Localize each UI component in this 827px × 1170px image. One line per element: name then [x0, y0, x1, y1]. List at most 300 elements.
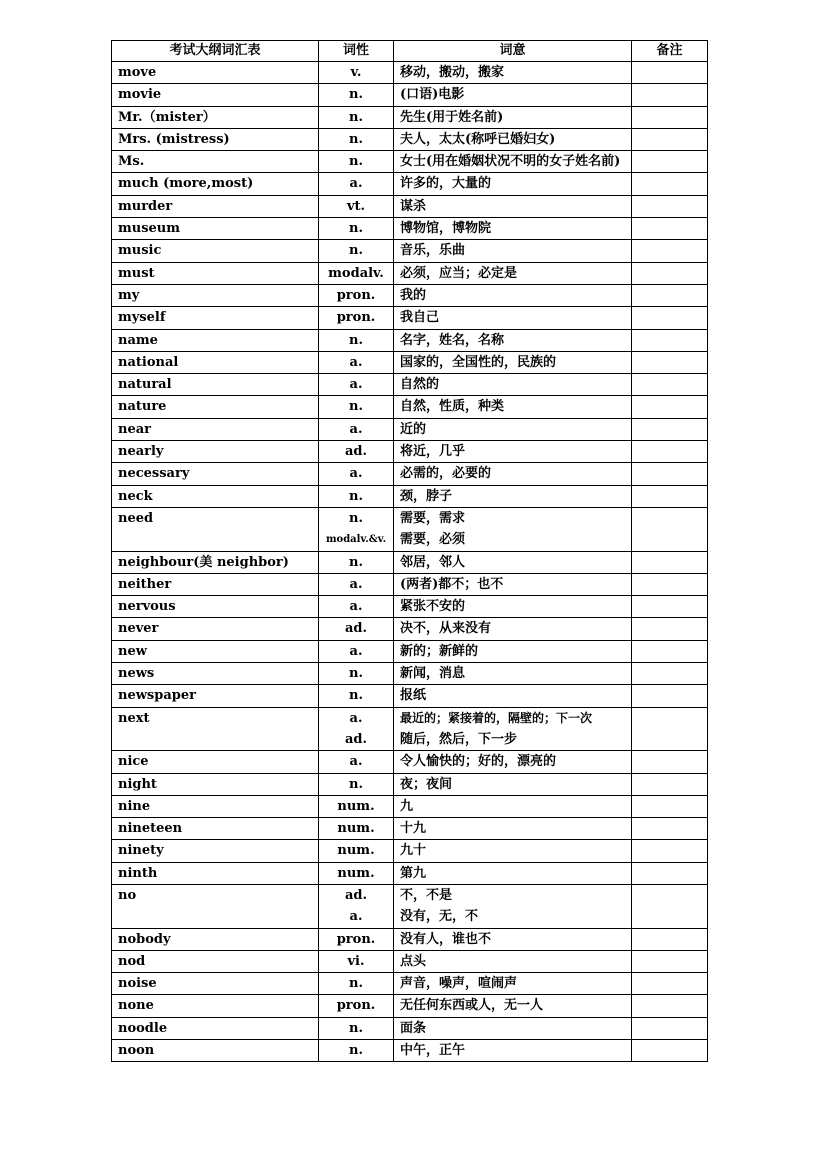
meaning-text: 报纸 [400, 688, 427, 704]
note-cell [632, 240, 708, 262]
meaning-cell [394, 1017, 632, 1039]
word-cell: nod [112, 950, 319, 972]
pos-cell [319, 795, 394, 817]
pos-cell [319, 374, 394, 396]
word-cell: neighbour(美 neighbor) [112, 551, 319, 573]
note-cell [632, 950, 708, 972]
table-row [112, 396, 708, 418]
word-cell: none [112, 995, 319, 1017]
note-cell [632, 284, 708, 306]
table-row [112, 928, 708, 950]
meaning-cell [394, 418, 632, 440]
pos-cell [319, 973, 394, 995]
meaning-text: (两者)都不；也不 [400, 576, 504, 592]
word-cell: noise [112, 973, 319, 995]
word-cell: murder [112, 195, 319, 217]
pos-text: n. [349, 221, 363, 237]
pos-cell [319, 307, 394, 329]
pos-cell [319, 928, 394, 950]
word-cell: ninth [112, 862, 319, 884]
header-word: 考试大纲词汇表 [112, 41, 319, 62]
word-cell: never [112, 618, 319, 640]
meaning-text: 不，不是 [400, 887, 453, 903]
word-cell: need [112, 507, 319, 551]
pos-text: n. [349, 510, 363, 526]
pos-text: pron. [336, 931, 376, 947]
meaning-text: 新的；新鲜的 [400, 643, 479, 659]
meaning-text: 没有，无，不 [400, 909, 479, 925]
pos-cell [319, 1040, 394, 1062]
table-row [112, 1017, 708, 1039]
word-cell: Ms. [112, 151, 319, 173]
pos-cell [319, 551, 394, 573]
meaning-text: 夫人，太太(称呼已婚妇女) [400, 131, 556, 147]
word-cell: noodle [112, 1017, 319, 1039]
table-row [112, 707, 708, 751]
meaning-text: 颈，脖子 [400, 488, 453, 504]
pos-text: n. [349, 131, 363, 147]
table-row [112, 618, 708, 640]
pos-text: a. [349, 421, 363, 437]
meaning-cell [394, 262, 632, 284]
pos-text: a. [349, 377, 363, 393]
pos-text: a. [349, 909, 363, 925]
pos-text: n. [349, 666, 363, 682]
note-cell [632, 396, 708, 418]
pos-cell [319, 818, 394, 840]
word-cell: museum [112, 218, 319, 240]
meaning-cell [394, 151, 632, 173]
note-cell [632, 1040, 708, 1062]
note-cell [632, 441, 708, 463]
pos-text: a. [349, 754, 363, 770]
note-cell [632, 463, 708, 485]
word-cell: Mrs. (mistress) [112, 128, 319, 150]
table-row [112, 284, 708, 306]
table-row [112, 596, 708, 618]
meaning-text: 没有人，谁也不 [400, 931, 492, 947]
meaning-text: 音乐，乐曲 [400, 243, 466, 259]
note-cell [632, 84, 708, 106]
word-cell: much (more,most) [112, 173, 319, 195]
note-cell [632, 307, 708, 329]
table-row [112, 485, 708, 507]
word-cell: Mr.（mister） [112, 106, 319, 128]
pos-cell [319, 618, 394, 640]
note-cell [632, 928, 708, 950]
pos-text: vt. [346, 198, 366, 214]
meaning-cell [394, 795, 632, 817]
meaning-text: 自然的 [400, 377, 440, 393]
note-cell [632, 573, 708, 595]
pos-cell [319, 195, 394, 217]
pos-text: ad. [344, 444, 368, 460]
table-row [112, 995, 708, 1017]
note-cell [632, 173, 708, 195]
note-cell [632, 329, 708, 351]
word-cell: neck [112, 485, 319, 507]
meaning-cell [394, 928, 632, 950]
pos-text: ad. [344, 731, 368, 747]
meaning-text: 自然，性质，种类 [400, 399, 505, 415]
pos-text: n. [349, 332, 363, 348]
pos-cell [319, 1017, 394, 1039]
pos-cell [319, 240, 394, 262]
word-cell: move [112, 62, 319, 84]
pos-cell [319, 62, 394, 84]
note-cell [632, 351, 708, 373]
word-cell: nervous [112, 596, 319, 618]
meaning-cell [394, 374, 632, 396]
meaning-text: 博物馆，博物院 [400, 221, 492, 237]
meaning-cell [394, 1040, 632, 1062]
meaning-cell [394, 329, 632, 351]
pos-text: num. [337, 821, 375, 837]
meaning-text: 需要，需求 [400, 510, 466, 526]
meaning-text: 新闻，消息 [400, 666, 466, 682]
note-cell [632, 773, 708, 795]
pos-text: num. [337, 843, 375, 859]
table-row [112, 663, 708, 685]
meaning-cell [394, 751, 632, 773]
note-cell [632, 1017, 708, 1039]
note-cell [632, 640, 708, 662]
pos-cell [319, 640, 394, 662]
pos-cell [319, 485, 394, 507]
meaning-cell [394, 884, 632, 928]
meaning-cell [394, 128, 632, 150]
note-cell [632, 596, 708, 618]
pos-cell [319, 284, 394, 306]
word-cell: nature [112, 396, 319, 418]
meaning-text: 国家的，全国性的，民族的 [400, 354, 557, 370]
meaning-text: 中午，正午 [400, 1043, 466, 1059]
pos-cell [319, 218, 394, 240]
word-cell: must [112, 262, 319, 284]
pos-cell [319, 862, 394, 884]
meaning-text: 决不，从来没有 [400, 621, 492, 637]
pos-text: num. [337, 798, 375, 814]
table-row [112, 551, 708, 573]
table-row [112, 195, 708, 217]
table-row [112, 307, 708, 329]
meaning-cell [394, 818, 632, 840]
meaning-cell [394, 995, 632, 1017]
meaning-text: 最近的；紧接着的，隔壁的；下一次 [400, 710, 593, 725]
word-cell: music [112, 240, 319, 262]
pos-text: a. [349, 576, 363, 592]
pos-text: n. [349, 688, 363, 704]
note-cell [632, 862, 708, 884]
meaning-cell [394, 551, 632, 573]
pos-cell [319, 106, 394, 128]
meaning-text: 紧张不安的 [400, 599, 466, 615]
meaning-cell [394, 507, 632, 551]
table-row [112, 351, 708, 373]
pos-text: modalv. [328, 265, 384, 281]
meaning-cell [394, 441, 632, 463]
meaning-text: 名字，姓名，名称 [400, 332, 505, 348]
word-cell: next [112, 707, 319, 751]
pos-text: pron. [336, 310, 376, 326]
table-row [112, 950, 708, 972]
header-note: 备注 [632, 41, 708, 62]
table-row [112, 128, 708, 150]
table-row [112, 795, 708, 817]
pos-text: a. [349, 643, 363, 659]
meaning-text: 夜；夜间 [400, 776, 453, 792]
meaning-text: 九十 [400, 843, 427, 859]
note-cell [632, 884, 708, 928]
pos-cell [319, 329, 394, 351]
meaning-text: 九 [400, 798, 414, 814]
meaning-text: 谋杀 [400, 198, 427, 214]
pos-cell [319, 262, 394, 284]
pos-text: n. [349, 109, 363, 125]
pos-cell [319, 151, 394, 173]
note-cell [632, 995, 708, 1017]
meaning-text: 面条 [400, 1020, 427, 1036]
table-row [112, 441, 708, 463]
pos-text: a. [349, 466, 363, 482]
table-row [112, 84, 708, 106]
table-row [112, 818, 708, 840]
pos-cell [319, 663, 394, 685]
pos-text: n. [349, 554, 363, 570]
note-cell [632, 818, 708, 840]
word-cell: nineteen [112, 818, 319, 840]
pos-cell [319, 463, 394, 485]
note-cell [632, 973, 708, 995]
pos-cell [319, 573, 394, 595]
pos-text: n. [349, 1043, 363, 1059]
meaning-text: 随后，然后，下一步 [400, 731, 518, 747]
word-cell: noon [112, 1040, 319, 1062]
meaning-text: 需要，必须 [400, 532, 466, 548]
meaning-cell [394, 218, 632, 240]
meaning-text: 我的 [400, 287, 427, 303]
meaning-text: 十九 [400, 821, 427, 837]
meaning-text: 先生(用于姓名前) [400, 109, 504, 125]
meaning-text: 必须，应当；必定是 [400, 265, 518, 281]
pos-text: n. [349, 154, 363, 170]
header-pos: 词性 [319, 41, 394, 62]
table-row [112, 151, 708, 173]
pos-text: pron. [336, 998, 376, 1014]
pos-text: a. [349, 176, 363, 192]
word-cell: night [112, 773, 319, 795]
meaning-text: 邻居，邻人 [400, 554, 466, 570]
note-cell [632, 707, 708, 751]
note-cell [632, 485, 708, 507]
pos-text: pron. [336, 287, 376, 303]
note-cell [632, 418, 708, 440]
pos-text: a. [349, 354, 363, 370]
pos-text: ad. [344, 621, 368, 637]
note-cell [632, 195, 708, 217]
pos-cell [319, 441, 394, 463]
word-cell: necessary [112, 463, 319, 485]
meaning-cell [394, 195, 632, 217]
pos-cell [319, 773, 394, 795]
word-cell: nice [112, 751, 319, 773]
note-cell [632, 618, 708, 640]
meaning-cell [394, 106, 632, 128]
word-cell: name [112, 329, 319, 351]
table-row [112, 463, 708, 485]
pos-text: n. [349, 87, 363, 103]
pos-text: n. [349, 976, 363, 992]
meaning-cell [394, 685, 632, 707]
table-row [112, 685, 708, 707]
meaning-cell [394, 307, 632, 329]
meaning-cell [394, 618, 632, 640]
meaning-cell [394, 640, 632, 662]
pos-cell [319, 707, 394, 751]
word-cell: newspaper [112, 685, 319, 707]
note-cell [632, 795, 708, 817]
word-cell: neither [112, 573, 319, 595]
pos-cell [319, 84, 394, 106]
meaning-cell [394, 950, 632, 972]
table-row [112, 418, 708, 440]
word-cell: my [112, 284, 319, 306]
table-row [112, 862, 708, 884]
pos-text: vi. [347, 953, 365, 969]
table-row [112, 173, 708, 195]
meaning-text: 第九 [400, 865, 427, 881]
meaning-text: 无任何东西或人，无一人 [400, 998, 544, 1014]
meaning-text: 女士(用在婚姻状况不明的女子姓名前) [400, 154, 621, 170]
pos-text: n. [349, 243, 363, 259]
table-row [112, 1040, 708, 1062]
meaning-cell [394, 573, 632, 595]
table-row [112, 62, 708, 84]
meaning-text: 令人愉快的；好的，漂亮的 [400, 754, 557, 770]
pos-text: a. [349, 599, 363, 615]
meaning-cell [394, 84, 632, 106]
meaning-text: 移动，搬动，搬家 [400, 65, 505, 80]
table-row [112, 973, 708, 995]
meaning-cell [394, 463, 632, 485]
pos-cell [319, 751, 394, 773]
meaning-cell [394, 351, 632, 373]
word-cell: nine [112, 795, 319, 817]
meaning-text: 必需的，必要的 [400, 466, 492, 482]
pos-text: ad. [344, 887, 368, 903]
meaning-text: 许多的，大量的 [400, 176, 492, 192]
meaning-text: (口语)电影 [400, 87, 465, 103]
note-cell [632, 840, 708, 862]
meaning-cell [394, 773, 632, 795]
meaning-cell [394, 173, 632, 195]
pos-text: n. [349, 399, 363, 415]
note-cell [632, 128, 708, 150]
pos-text: a. [349, 710, 363, 726]
header-meaning: 词意 [394, 41, 632, 62]
meaning-cell [394, 396, 632, 418]
table-row [112, 329, 708, 351]
pos-cell [319, 596, 394, 618]
pos-text: n. [349, 776, 363, 792]
word-cell: movie [112, 84, 319, 106]
vocabulary-table [111, 40, 708, 1062]
pos-cell [319, 950, 394, 972]
pos-cell [319, 351, 394, 373]
meaning-text: 将近，几乎 [400, 444, 466, 460]
word-cell: natural [112, 374, 319, 396]
pos-cell [319, 173, 394, 195]
pos-cell [319, 685, 394, 707]
meaning-cell [394, 596, 632, 618]
header-row [112, 41, 708, 62]
note-cell [632, 551, 708, 573]
word-cell: no [112, 884, 319, 928]
pos-cell [319, 507, 394, 551]
pos-text: v. [350, 65, 362, 80]
table-row [112, 374, 708, 396]
word-cell: ninety [112, 840, 319, 862]
pos-cell [319, 396, 394, 418]
table-row [112, 751, 708, 773]
meaning-cell [394, 663, 632, 685]
note-cell [632, 62, 708, 84]
word-cell: nobody [112, 928, 319, 950]
table-row [112, 106, 708, 128]
meaning-cell [394, 284, 632, 306]
table-row [112, 773, 708, 795]
pos-text: num. [337, 865, 375, 881]
meaning-text: 我自己 [400, 310, 440, 326]
table-body [112, 62, 708, 1062]
note-cell [632, 507, 708, 551]
meaning-cell [394, 62, 632, 84]
note-cell [632, 751, 708, 773]
word-cell: nearly [112, 441, 319, 463]
table-row [112, 507, 708, 551]
meaning-text: 点头 [400, 953, 427, 969]
meaning-cell [394, 973, 632, 995]
meaning-cell [394, 840, 632, 862]
table-row [112, 262, 708, 284]
pos-cell [319, 128, 394, 150]
pos-cell [319, 995, 394, 1017]
meaning-text: 声音，噪声，喧闹声 [400, 976, 518, 992]
note-cell [632, 262, 708, 284]
meaning-cell [394, 707, 632, 751]
word-cell: national [112, 351, 319, 373]
word-cell: myself [112, 307, 319, 329]
note-cell [632, 106, 708, 128]
pos-text: n. [349, 488, 363, 504]
pos-text: modalv.&v. [325, 534, 387, 546]
note-cell [632, 374, 708, 396]
table-row [112, 240, 708, 262]
meaning-cell [394, 485, 632, 507]
note-cell [632, 151, 708, 173]
table-row [112, 640, 708, 662]
meaning-text: 近的 [400, 421, 427, 437]
pos-cell [319, 418, 394, 440]
note-cell [632, 218, 708, 240]
table-row [112, 218, 708, 240]
table-row [112, 573, 708, 595]
pos-text: n. [349, 1020, 363, 1036]
pos-cell [319, 840, 394, 862]
meaning-cell [394, 862, 632, 884]
pos-cell [319, 884, 394, 928]
word-cell: near [112, 418, 319, 440]
